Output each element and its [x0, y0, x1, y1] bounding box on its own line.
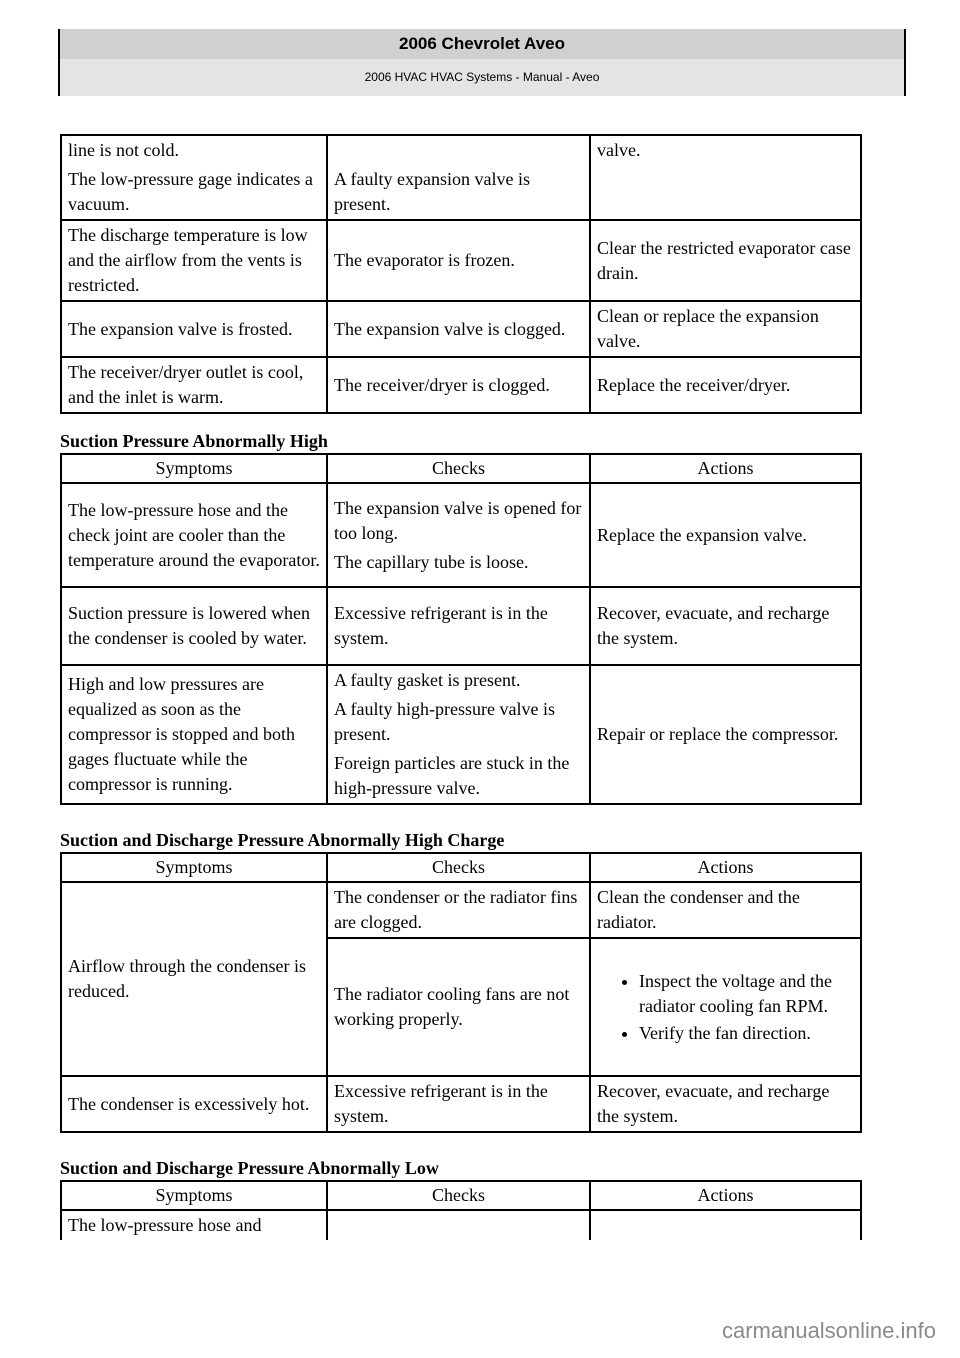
- symptoms-cell: Airflow through the condenser is reduced.: [61, 882, 327, 1076]
- column-header: Checks: [327, 853, 590, 882]
- symptom-text: line is not cold.: [68, 140, 179, 160]
- symptom-text: The low-pressure gage indicates a vacuum.: [68, 169, 313, 214]
- column-header: Actions: [590, 454, 861, 483]
- section-title: Suction and Discharge Pressure Abnormally Low: [60, 1158, 439, 1178]
- checks-cell: The evaporator is frozen.: [327, 220, 590, 301]
- suction-pressure-high-table: [60, 453, 862, 805]
- check-text: The capillary tube is loose.: [334, 551, 529, 572]
- list-item: • Inspect the voltage and the radiator cooling fan RPM.: [639, 969, 854, 1019]
- symptoms-cell: The low-pressure hose and the check joint are cooler than the temperature around the evaporator.: [61, 483, 327, 587]
- symptoms-cell: The expansion valve is frosted.: [61, 301, 327, 357]
- column-header: Symptoms: [61, 853, 327, 882]
- actions-cell: Clean the condenser and the radiator.: [590, 882, 861, 938]
- check-text: A faulty expansion valve is present.: [334, 169, 530, 214]
- header-row: [61, 454, 861, 483]
- check-text: The expansion valve is opened for too long.: [334, 497, 582, 543]
- checks-cell: Excessive refrigerant is in the system.: [327, 1076, 590, 1132]
- actions-cell: [590, 938, 861, 1076]
- column-header: Actions: [590, 853, 861, 882]
- page-header: [58, 29, 906, 96]
- table-row: [61, 1210, 861, 1240]
- table-row: [61, 882, 861, 938]
- actions-cell: Repair or replace the compressor.: [590, 665, 861, 804]
- document-subtitle: 2006 HVAC HVAC Systems - Manual - Aveo: [60, 59, 904, 96]
- actions-cell: valve.: [590, 135, 861, 220]
- table-row: [61, 220, 861, 301]
- actions-cell: [590, 1210, 861, 1240]
- column-header: Symptoms: [61, 1181, 327, 1210]
- symptoms-cell: Suction pressure is lowered when the condenser is cooled by water.: [61, 587, 327, 665]
- header-row: [61, 853, 861, 882]
- table-row: [61, 483, 861, 587]
- check-text: Foreign particles are stuck in the high-pressure valve.: [334, 753, 570, 798]
- list-item: • Verify the fan direction.: [639, 1021, 854, 1046]
- checks-cell: [327, 483, 590, 587]
- table-row: [61, 1076, 861, 1132]
- column-header: Checks: [327, 1181, 590, 1210]
- symptoms-cell: The condenser is excessively hot.: [61, 1076, 327, 1132]
- continued-table: [60, 134, 862, 414]
- table-row: [61, 587, 861, 665]
- symptoms-cell: The receiver/dryer outlet is cool, and the inlet is warm.: [61, 357, 327, 413]
- checks-cell: [327, 665, 590, 804]
- pressure-low-table: [60, 1180, 862, 1240]
- actions-cell: Clean or replace the expansion valve.: [590, 301, 861, 357]
- actions-cell: Replace the expansion valve.: [590, 483, 861, 587]
- actions-cell: Clear the restricted evaporator case drain.: [590, 220, 861, 301]
- actions-cell: Replace the receiver/dryer.: [590, 357, 861, 413]
- checks-cell: The expansion valve is clogged.: [327, 301, 590, 357]
- column-header: Checks: [327, 454, 590, 483]
- document-title: 2006 Chevrolet Aveo: [60, 29, 904, 59]
- symptoms-cell: High and low pressures are equalized as soon as the compressor is stopped and both gages fluctuate while the compressor is running.: [61, 665, 327, 804]
- action-list: [597, 969, 854, 1046]
- symptoms-cell: The discharge temperature is low and the airflow from the vents is restricted.: [61, 220, 327, 301]
- table-row: [61, 135, 861, 220]
- actions-cell: Recover, evacuate, and recharge the system.: [590, 587, 861, 665]
- header-row: [61, 1181, 861, 1210]
- symptoms-cell: The low-pressure hose and: [61, 1210, 327, 1240]
- checks-cell: [327, 135, 590, 220]
- column-header: Actions: [590, 1181, 861, 1210]
- table-row: [61, 665, 861, 804]
- checks-cell: Excessive refrigerant is in the system.: [327, 587, 590, 665]
- table-row: [61, 301, 861, 357]
- watermark: carmanualsonline.info: [721, 1318, 936, 1343]
- section-title: Suction Pressure Abnormally High: [60, 431, 328, 451]
- checks-cell: [327, 1210, 590, 1240]
- check-text: A faulty high-pressure valve is present.: [334, 699, 555, 744]
- checks-cell: The condenser or the radiator fins are clogged.: [327, 882, 590, 938]
- check-text: A faulty gasket is present.: [334, 670, 521, 690]
- checks-cell: The radiator cooling fans are not working properly.: [327, 938, 590, 1076]
- section-title: Suction and Discharge Pressure Abnormally High Charge: [60, 830, 505, 850]
- column-header: Symptoms: [61, 454, 327, 483]
- table-row: [61, 357, 861, 413]
- pressure-high-charge-table: [60, 852, 862, 1133]
- actions-cell: Recover, evacuate, and recharge the system.: [590, 1076, 861, 1132]
- symptoms-cell: [61, 135, 327, 220]
- checks-cell: The receiver/dryer is clogged.: [327, 357, 590, 413]
